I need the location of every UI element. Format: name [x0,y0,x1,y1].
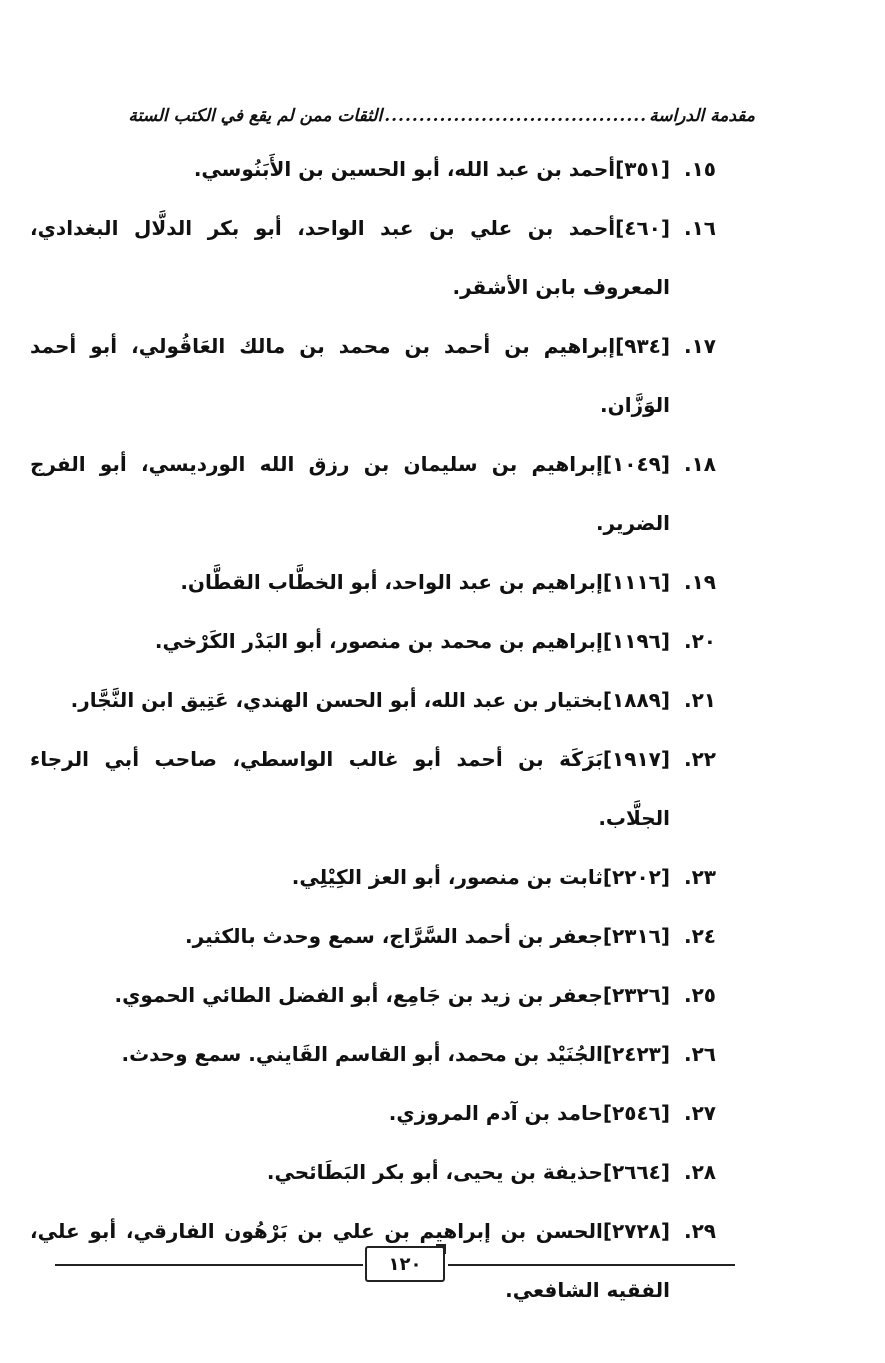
entry-content: أحمد بن علي بن عبد الواحد، أبو بكر الدلَّال البغدادي، المعروف بابن الأشقر. [30,216,670,299]
entry-number: ٢٧. [683,1101,717,1125]
entry-reference: [٩٣٤] [615,334,670,358]
entry-content: الجُنَيْد بن محمد، أبو القاسم القَايني. سمع وحدث. [121,1042,603,1066]
entry-content: أحمد بن عبد الله، أبو الحسين بن الأَبَنُوسي. [193,157,616,181]
entry-number: ١٨. [683,452,717,476]
section-title: مقدمة الدراسة [649,106,755,126]
list-item [30,553,730,612]
entry-reference: [١٠٤٩] [602,452,670,476]
entry-content: ثابت بن منصور، أبو العز الكِيْلِي. [291,865,603,889]
entry-content: جعفر بن زيد بن جَامِع، أبو الفضل الطائي الحموي. [114,983,603,1007]
entry-content: إبراهيم بن سليمان بن رزق الله الورديسي، أبو الفرج الضرير. [30,452,670,535]
entry-reference: [٢٥٤٦] [602,1101,670,1125]
entry-text [30,1143,670,1202]
entry-reference: [٢٣١٦] [602,924,670,948]
entry-number: ٢٩. [683,1219,717,1243]
entry-content: إبراهيم بن أحمد بن محمد بن مالك العَاقُولي، أبو أحمد الوَزَّان. [30,334,670,417]
list-item [30,612,730,671]
list-item [30,1025,730,1084]
entry-number: ١٧. [683,334,717,358]
chapter-title: الثقات ممن لم يقع في الكتب الستة [128,106,383,126]
entry-content: جعفر بن أحمد السَّرَّاج، سمع وحدث بالكثير. [185,924,603,948]
entry-text [30,140,670,199]
entry-number: ١٥. [683,157,717,181]
list-item [30,730,730,848]
entry-text [30,553,670,612]
list-item [30,199,730,317]
entry-content: بَرَكَة بن أحمد أبو غالب الواسطي، صاحب أبي الرجاء الجلَّاب. [30,747,670,830]
entry-number: ٢٣. [683,865,717,889]
entry-reference: [١١١٦] [602,570,670,594]
page-number-ornament-icon [436,1244,446,1254]
entry-reference: [٢٤٢٣] [602,1042,670,1066]
entry-reference: [١١٩٦] [602,629,670,653]
entry-text [30,671,670,730]
entry-number: ٢٦. [683,1042,717,1066]
list-item [30,966,730,1025]
entry-text [30,848,670,907]
entry-content: حامد بن آدم المروزي. [388,1101,603,1125]
entry-reference: [٢٦٦٤] [602,1160,670,1184]
entry-reference: [٤٦٠] [615,216,670,240]
entry-number: ٢٤. [683,924,717,948]
entry-content: الحسن بن إبراهيم بن علي بن بَرْهُون الفارقي، أبو علي، الفقيه الشافعي. [30,1219,670,1302]
entry-content: إبراهيم بن عبد الواحد، أبو الخطَّاب القطَّان. [180,570,603,594]
entry-text [30,1202,670,1320]
entry-text [30,730,670,848]
entry-content: بختيار بن عبد الله، أبو الحسن الهندي، عَتِيق ابن النَّجَّار. [70,688,603,712]
entry-text [30,907,670,966]
entry-number: ١٩. [683,570,717,594]
page-number: ١٢٠ [365,1246,445,1282]
footer-rule-left [55,1264,363,1266]
footer-rule-right [448,1264,735,1266]
entry-content: حذيفة بن يحيى، أبو بكر البَطَائحي. [266,1160,603,1184]
list-item [30,1143,730,1202]
list-item [30,435,730,553]
entry-text [30,966,670,1025]
entry-text [30,612,670,671]
list-item [30,671,730,730]
entry-text [30,199,670,317]
entry-reference: [٢٣٢٦] [602,983,670,1007]
list-item [30,140,730,199]
entry-reference: [٢٢٠٢] [602,865,670,889]
entry-reference: [١٩١٧] [602,747,670,771]
list-item [30,907,730,966]
entry-number: ١٦. [683,216,717,240]
entry-text [30,1025,670,1084]
entry-text [30,1084,670,1143]
entry-text [30,317,670,435]
entry-reference: [٣٥١] [615,157,670,181]
list-item [30,848,730,907]
entry-text [30,435,670,553]
entry-reference: [١٨٨٩] [602,688,670,712]
entry-number: ٢٢. [683,747,717,771]
entry-reference: [٢٧٢٨] [602,1219,670,1243]
list-item [30,317,730,435]
entry-number: ٢٥. [683,983,717,1007]
list-item [30,1084,730,1143]
entry-number: ٢١. [683,688,717,712]
entry-content: إبراهيم بن محمد بن منصور، أبو البَدْر الكَرْخي. [154,629,603,653]
narrator-list [30,140,730,1320]
entry-number: ٢٠. [683,629,717,653]
leader-dots: ...................................... [384,106,648,126]
entry-number: ٢٨. [683,1160,717,1184]
running-head [95,96,755,136]
